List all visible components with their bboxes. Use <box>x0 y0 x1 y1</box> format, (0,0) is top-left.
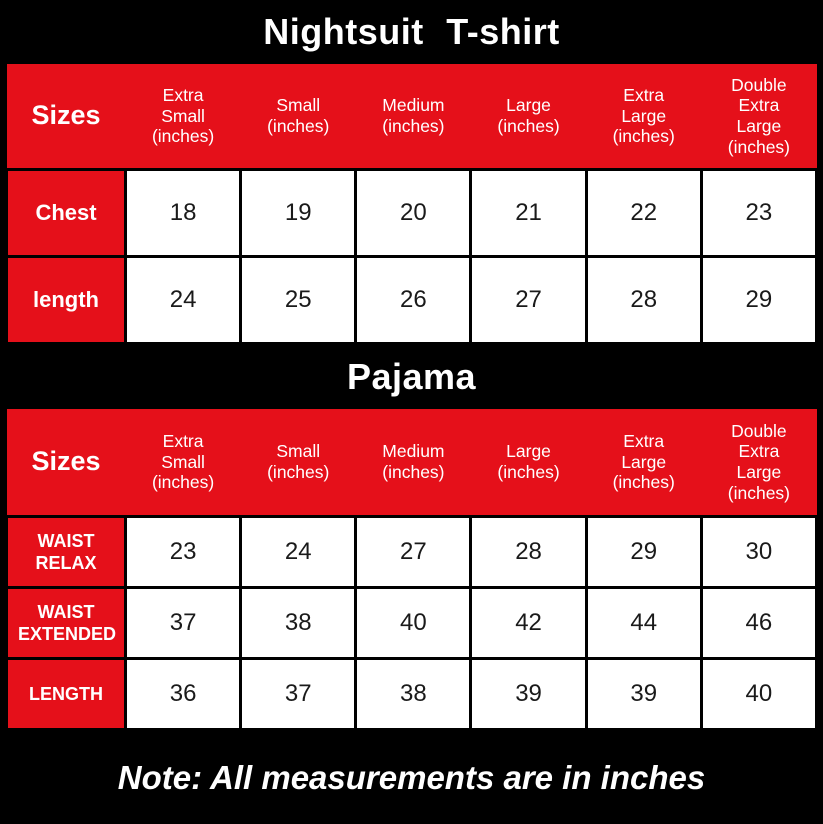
pajama-waist-extended-row <box>7 588 817 659</box>
pajama-size-table <box>5 409 818 731</box>
size-value-cell: 29 <box>701 257 816 344</box>
size-value-cell: 44 <box>586 588 701 659</box>
size-value-cell: 36 <box>126 659 241 730</box>
size-value-cell: 28 <box>586 257 701 344</box>
pajama-col-header-extra-small: Extra Small (inches) <box>126 409 241 517</box>
size-value-cell: 29 <box>586 517 701 588</box>
size-value-cell: 42 <box>471 588 586 659</box>
size-value-cell: 27 <box>471 257 586 344</box>
size-value-cell: 25 <box>241 257 356 344</box>
tshirt-col-header-small: Small (inches) <box>241 64 356 170</box>
size-value-cell: 30 <box>701 517 816 588</box>
pajama-header-row <box>7 409 817 517</box>
pajama-table-wrap <box>0 409 823 731</box>
size-value-cell: 19 <box>241 170 356 257</box>
size-value-cell: 28 <box>471 517 586 588</box>
size-value-cell: 23 <box>126 517 241 588</box>
pajama-col-header-medium: Medium (inches) <box>356 409 471 517</box>
pajama-waist-extended-row-label: WAIST EXTENDED <box>7 588 126 659</box>
tshirt-col-header-extra-large: Extra Large (inches) <box>586 64 701 170</box>
tshirt-col-header-medium: Medium (inches) <box>356 64 471 170</box>
tshirt-title: Nightsuit T-shirt <box>263 11 560 52</box>
tshirt-chest-row <box>7 170 817 257</box>
tshirt-header-row <box>7 64 817 170</box>
pajama-waist-relax-row-label: WAIST RELAX <box>7 517 126 588</box>
tshirt-length-row <box>7 257 817 344</box>
note-band <box>0 731 823 824</box>
pajama-col-header-small: Small (inches) <box>241 409 356 517</box>
note-text: Note: All measurements are in inches <box>117 758 706 796</box>
pajama-title-band <box>0 345 823 409</box>
size-value-cell: 24 <box>126 257 241 344</box>
tshirt-col-header-large: Large (inches) <box>471 64 586 170</box>
size-value-cell: 39 <box>586 659 701 730</box>
tshirt-col-header-extra-small: Extra Small (inches) <box>126 64 241 170</box>
size-value-cell: 37 <box>241 659 356 730</box>
size-value-cell: 39 <box>471 659 586 730</box>
size-value-cell: 26 <box>356 257 471 344</box>
size-value-cell: 23 <box>701 170 816 257</box>
tshirt-title-band <box>0 0 823 64</box>
tshirt-chest-row-label: Chest <box>7 170 126 257</box>
size-value-cell: 37 <box>126 588 241 659</box>
pajama-waist-relax-row <box>7 517 817 588</box>
size-value-cell: 20 <box>356 170 471 257</box>
tshirt-table-wrap <box>0 64 823 345</box>
size-value-cell: 24 <box>241 517 356 588</box>
size-value-cell: 21 <box>471 170 586 257</box>
tshirt-col-header-double-extra-large: Double Extra Large (inches) <box>701 64 816 170</box>
pajama-length-row <box>7 659 817 730</box>
pajama-sizes-corner-label: Sizes <box>7 409 126 517</box>
size-value-cell: 40 <box>701 659 816 730</box>
size-value-cell: 38 <box>356 659 471 730</box>
pajama-title: Pajama <box>346 356 477 397</box>
size-value-cell: 38 <box>241 588 356 659</box>
tshirt-sizes-corner-label: Sizes <box>7 64 126 170</box>
size-value-cell: 27 <box>356 517 471 588</box>
pajama-col-header-extra-large: Extra Large (inches) <box>586 409 701 517</box>
tshirt-size-table <box>5 64 818 345</box>
pajama-col-header-large: Large (inches) <box>471 409 586 517</box>
size-value-cell: 46 <box>701 588 816 659</box>
size-value-cell: 40 <box>356 588 471 659</box>
size-value-cell: 22 <box>586 170 701 257</box>
pajama-length-row-label: LENGTH <box>7 659 126 730</box>
size-value-cell: 18 <box>126 170 241 257</box>
pajama-col-header-double-extra-large: Double Extra Large (inches) <box>701 409 816 517</box>
tshirt-length-row-label: length <box>7 257 126 344</box>
